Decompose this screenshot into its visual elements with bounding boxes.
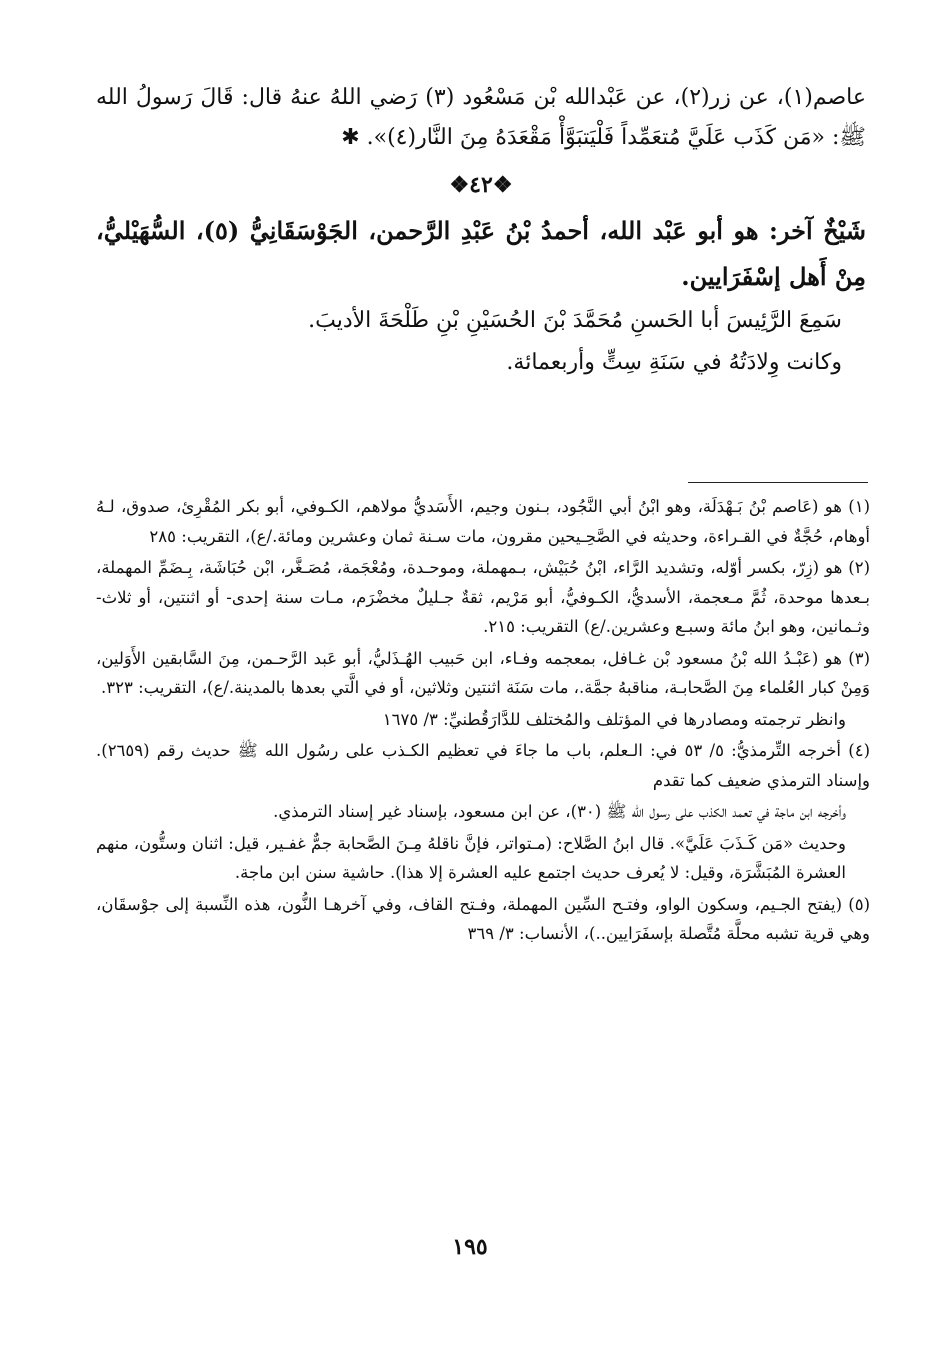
footnote-separator xyxy=(688,482,868,483)
entry-line-2: وكانت وِلادَتُهُ في سَنَةِ سِتٍّ وأربعمائة. xyxy=(506,350,842,375)
section-number: ❖٤٢❖ xyxy=(449,172,513,198)
footnote-3-continuation: وانظر ترجمته ومصادرها في المؤتلف والمُختلف للدَّارَقُطنيِّ: ٣/ ١٦٧٥ xyxy=(382,709,846,729)
main-text xyxy=(96,78,866,384)
footnote-1: (١) هو (عَاصم بْنُ بَـهْدَلَة، وهو ابْنُ أبي النَّجُود، بـنون وجيم، الأَسَديُّ مولاهم، الكـوفي، أبو بكر المُقْرِئ، صدوق، لـهُ أوهام، حُجَّةٌ في القـراءة، وحديثه في الصَّحِـيحين مقرون، مات سـنة ثمان وعشرين ومائة./ع)، التقريب: ٢٨٥ xyxy=(96,497,870,546)
footnote-4-continuation-2: وحديث «مَن كَـذَبَ عَلَيَّ». قال ابنُ الصَّلاح: (مـتواتر، فإنَّ ناقلهُ مِـنَ الصَّحابة جمٌّ غفـير، قيل: اثنان وستُّون، منهم العشرة المُبَشَّرَة، وقيل: لا يُعرف حديث اجتمع عليه العشرة إلا هذا). حاشية سنن ابن ماجة. xyxy=(96,833,846,882)
page-number: ١٩٥ xyxy=(452,1234,488,1260)
footnotes xyxy=(96,492,870,951)
entry-heading: شَيْخٌ آخر: هو أبو عَبْد الله، أحمدُ بْنُ عَبْدِ الرَّحمن، الجَوْسَقَانِيُّ (٥)، السُّهَيْليُّ، مِنْ أَهل إسْفَرَايين. xyxy=(96,216,866,291)
footnote-4-continuation-1: وأخرجه ابن ماجة في تعمد الكذب على رسول الله ﷺ (٣٠)، عن ابن مسعود، بإسناد غير إسناد الترمذي. xyxy=(273,802,846,821)
footnote-2: (٢) هو (زِرّ، بكسر أوّله، وتشديد الرَّاء، ابْنُ حُبَيْش، بـمهملة، وموحـدة، ومُعْجَمة، مُصَـغَّر، ابْن حُبَاشَة، بِـضَمِّ المهملة، بـعدها موحدة، ثُمَّ مـعجمة، الأسديُّ، الكـوفيُّ، أبو مَرْيم، ثقةٌ جـليلٌ مخضْرَم، مـات سنة إحدى- أو اثنتين، أو ثلاث- وثـمانين، وهو ابنُ مائة وسبـع وعشرين./ع) التقريب: ٢١٥. xyxy=(96,558,870,636)
entry-line-1: سَمِعَ الرَّئِيسَ أبا الحَسنِ مُحَمَّدَ بْنَ الحُسَيْنِ بْنِ طَلْحَةَ الأديبَ. xyxy=(308,308,842,333)
footnote-4: (٤) أخرجه التِّرمذيُّ: ٥/ ٥٣ في: الـعلم، باب ما جاءَ في تعظيم الكـذب على رسُول الله ﷺ حديث رقم (٢٦٥٩). وإسناد الترمذي ضعيف كما تقدم xyxy=(96,741,870,790)
footnote-3: (٣) هو (عَبْـدُ الله بْنُ مسعود بْن غـافل، بمعجمه وفـاء، ابن حَبيب الهُـذَليُّ، أبو عَبد الرَّحـمن، مِنَ السَّابقين الأَوَلين، وَمِنْ كبار العُلماء مِنَ الصَّحابـة، مناقبهُ جمَّة.، مات سَنَة اثنتين وثلاثين، أو في الَّتي بعدها بالمدينة./ع)، التقريب: ٣٢٣. xyxy=(96,648,870,697)
footnote-5: (٥) (يفتح الجـيم، وسكون الواو، وفتـح السِّين المهملة، وفـتح القاف، وفي آخرهـا النُّون، هذه النِّسبة إلى جوْسقَان، وهي قرية تشبه محلَّة مُتَّصلة بإسفَرَايين..)، الأنساب: ٣/ ٣٦٩ xyxy=(96,894,870,943)
hadith-paragraph: عاصم(١)، عن زر(٢)، عن عَبْدالله بْن مَسْعُود (٣) رَضي اللهُ عنهُ قال: قَالَ رَسولُ الله ﷺ: «مَن كَذَب عَلَيَّ مُتعَمِّداً فَلْيَتبَوَّأْ مَقْعَدَهُ مِنَ النَّار(٤)». ✱ xyxy=(96,85,867,150)
